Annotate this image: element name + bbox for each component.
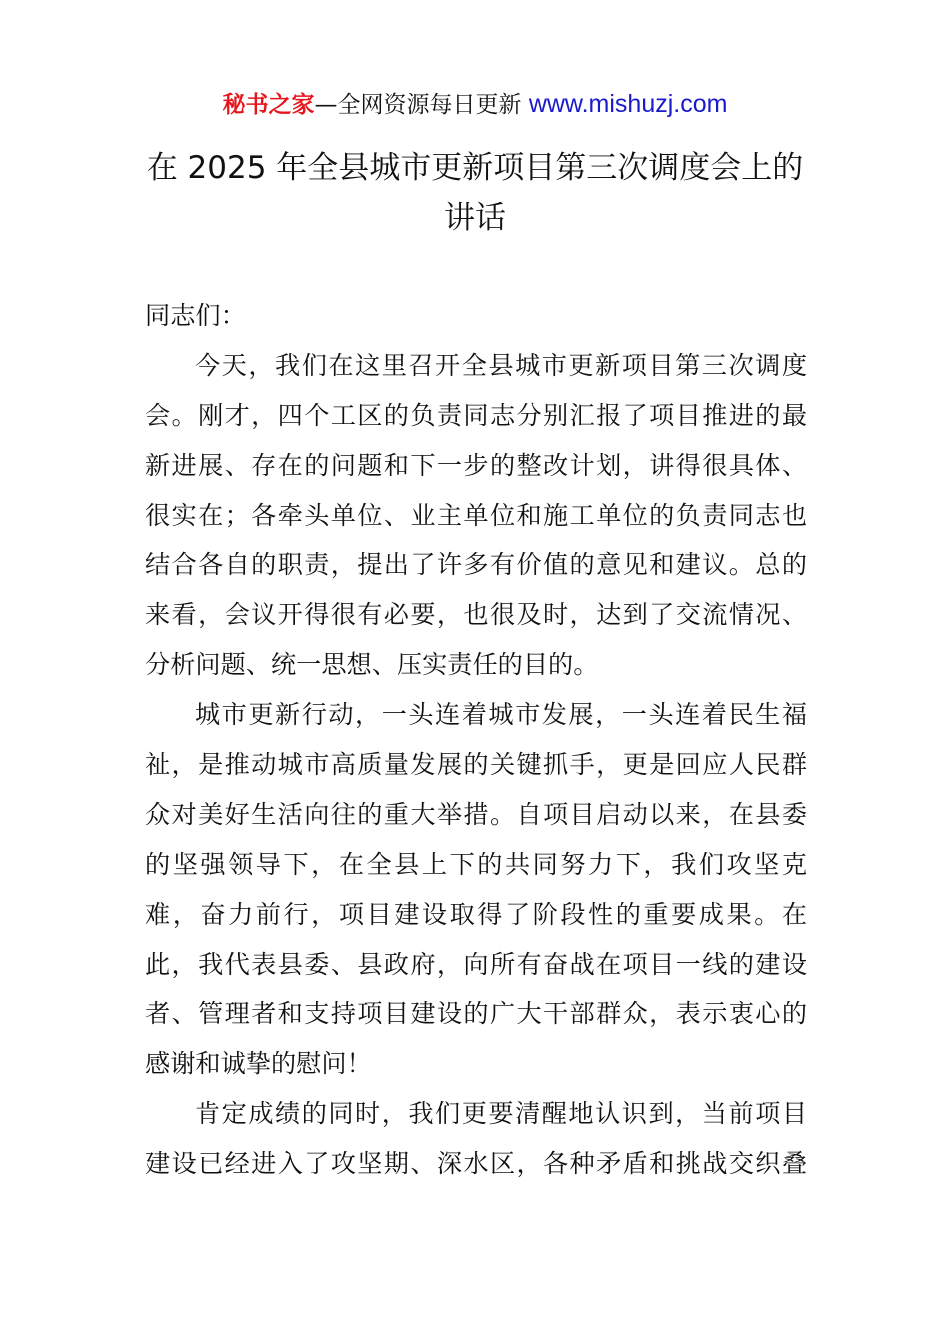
paragraph-line: 新进展、存在的问题和下一步的整改计划，讲得很具体、	[145, 450, 807, 480]
paragraph	[145, 690, 807, 1089]
paragraph-line: 难，奋力前行，项目建设取得了阶段性的重要成果。在	[145, 899, 807, 929]
site-header	[0, 88, 950, 121]
paragraph-line: 肯定成绩的同时，我们更要清醒地认识到，当前项目	[195, 1099, 807, 1129]
paragraph	[145, 341, 807, 690]
title-line-1: 在 2025 年全县城市更新项目第三次调度会上的	[146, 150, 804, 186]
salutation: 同志们：	[145, 301, 246, 330]
site-url[interactable]: www.mishuzj.com	[528, 90, 728, 118]
document-body	[145, 291, 807, 1189]
paragraph-line: 城市更新行动，一头连着城市发展，一头连着民生福	[195, 700, 807, 730]
paragraph-line: 分析问题、统一思想、压实责任的目的。	[145, 650, 599, 680]
paragraph-line: 会。刚才，四个工区的负责同志分别汇报了项目推进的最	[145, 400, 807, 430]
paragraph-line: 感谢和诚挚的慰问！	[145, 1049, 372, 1079]
paragraph-line: 众对美好生活向往的重大举措。自项目启动以来，在县委	[145, 799, 807, 829]
paragraph-line: 祉，是推动城市高质量发展的关键抓手，更是回应人民群	[145, 750, 807, 780]
paragraph-line: 来看，会议开得很有必要，也很及时，达到了交流情况、	[145, 600, 807, 630]
paragraph-line: 今天，我们在这里召开全县城市更新项目第三次调度	[195, 350, 807, 380]
paragraph-line: 者、管理者和支持项目建设的广大干部群众，表示衷心的	[145, 999, 807, 1029]
paragraph-line: 的坚强领导下，在全县上下的共同努力下，我们攻坚克	[145, 849, 807, 879]
title-line-2: 讲话	[444, 200, 506, 236]
paragraph-line: 建设已经进入了攻坚期、深水区，各种矛盾和挑战交织叠	[145, 1149, 807, 1179]
paragraph-line: 很实在；各牵头单位、业主单位和施工单位的负责同志也	[145, 500, 807, 530]
brand-name: 秘书之家	[222, 92, 315, 118]
paragraph-line: 此，我代表县委、县政府，向所有奋战在项目一线的建设	[145, 949, 807, 979]
paragraph	[145, 1089, 807, 1189]
document-title	[0, 143, 950, 243]
tagline: —全网资源每日更新	[314, 92, 522, 118]
paragraph-line: 结合各自的职责，提出了许多有价值的意见和建议。总的	[145, 550, 807, 580]
